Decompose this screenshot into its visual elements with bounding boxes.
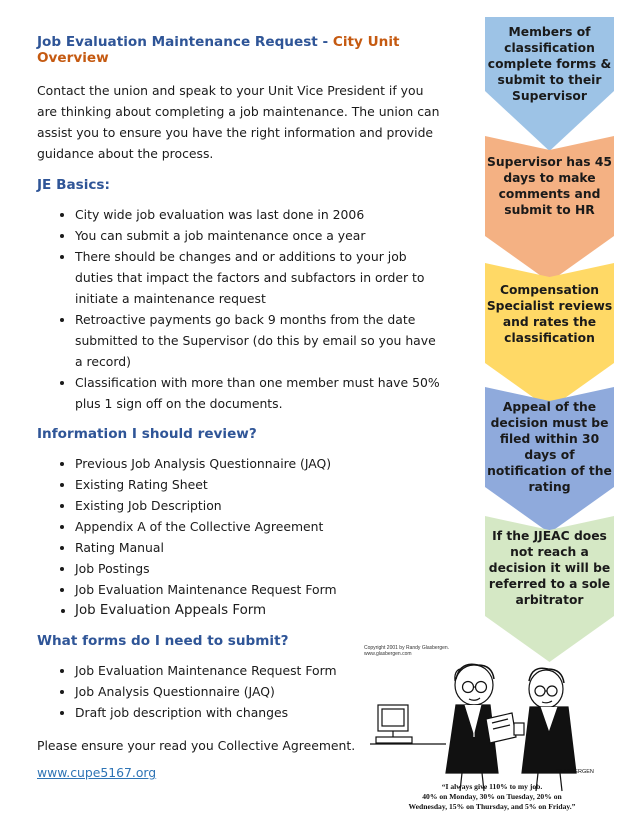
list-item: • Previous Job Analysis Questionnaire (JAQ) xyxy=(75,453,447,474)
list-item: • Job Evaluation Appeals Form xyxy=(75,600,447,621)
closing-text: Please ensure your read you Collective Agreement. xyxy=(37,738,356,753)
flow-step-4 xyxy=(485,387,614,533)
list-item: • Draft job description with changes xyxy=(75,702,447,723)
cartoon-copyright: Copyright 2001 by Randy Glasbergen. xyxy=(364,645,450,651)
list-item: • Retroactive payments go back 9 months from the date submitted to the Supervisor (do this by email so you have a record) xyxy=(75,309,447,372)
je-basics-list xyxy=(37,204,447,414)
list-item: • Job Evaluation Maintenance Request Form xyxy=(75,660,447,681)
list-item: • Existing Job Description xyxy=(75,495,447,516)
flow-step-text: If the JJEAC does not reach a decision it will be referred to a sole arbitrator xyxy=(488,529,611,607)
cupe-website-link[interactable]: www.cupe5167.org xyxy=(37,765,157,780)
cartoon-caption-line2: 40% on Monday, 30% on Tuesday, 20% on xyxy=(422,792,562,801)
je-basics-heading: JE Basics: xyxy=(37,177,110,193)
flow-step-text: Appeal of the decision must be filed within 30 days of notification of the rating xyxy=(487,400,612,494)
review-list xyxy=(37,453,447,621)
flow-step-text: Supervisor has 45 days to make comments and submit to HR xyxy=(487,155,612,217)
list-item: • Appendix A of the Collective Agreement xyxy=(75,516,447,537)
page-title: Job Evaluation Maintenance Request - City Unit Overview xyxy=(37,34,400,66)
list-item: • Job Evaluation Maintenance Request Form xyxy=(75,579,447,600)
cartoon-caption-line3: Wednesday, 15% on Thursday, and 5% on Friday.” xyxy=(408,802,576,811)
list-item: • Job Postings xyxy=(75,558,447,579)
list-item: • You can submit a job maintenance once a year xyxy=(75,225,447,246)
cartoon-site: www.glasbergen.com xyxy=(364,651,412,657)
cartoon xyxy=(364,641,620,813)
list-item: • Existing Rating Sheet xyxy=(75,474,447,495)
review-heading: Information I should review? xyxy=(37,426,257,442)
cartoon-signature: GLASBERGEN xyxy=(556,769,594,775)
intro-paragraph: Contact the union and speak to your Unit Vice President if you are thinking about completing a job maintenance. The union can assist you to ensure you have the right information and provide guidance about the process. xyxy=(37,83,440,161)
cartoon-illustration xyxy=(364,641,620,813)
page-subtitle: City Unit Overview xyxy=(37,34,400,66)
list-item: • City wide job evaluation was last done in 2006 xyxy=(75,204,447,225)
flow-step-1 xyxy=(485,17,614,151)
flow-step-text: Members of classification complete forms & submit to their Supervisor xyxy=(487,25,612,103)
flow-step-2 xyxy=(485,136,614,282)
forms-heading: What forms do I need to submit? xyxy=(37,633,289,649)
cartoon-caption-line1: “I always give 110% to my job. xyxy=(441,782,543,791)
list-item: • There should be changes and or additions to your job duties that impact the factors and subfactors in order to initiate a maintenance request xyxy=(75,246,447,309)
list-item: • Job Analysis Questionnaire (JAQ) xyxy=(75,681,447,702)
list-item: • Rating Manual xyxy=(75,537,447,558)
flow-step-text: Compensation Specialist reviews and rates the classification xyxy=(486,283,613,345)
list-item: • Classification with more than one member must have 50% plus 1 sign off on the documents. xyxy=(75,372,447,414)
